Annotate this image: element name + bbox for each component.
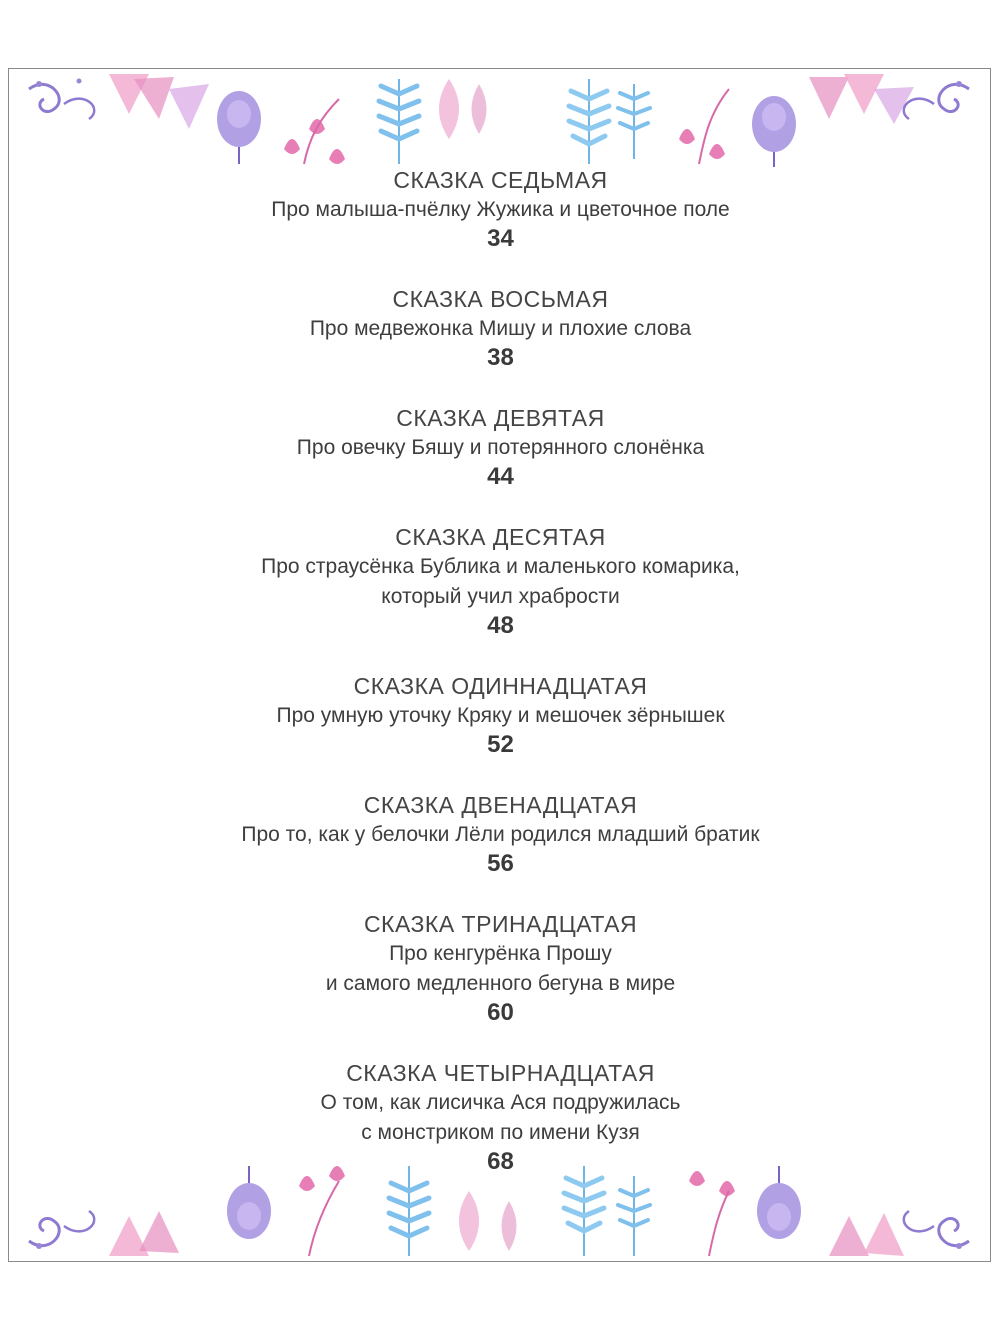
floral-ornament-icon [29, 1166, 969, 1256]
book-page [8, 68, 991, 1262]
entry-description: Про овечку Бяшу и потерянного слонёнка [296, 436, 705, 459]
entry-heading: СКАЗКА ОДИННАДЦАТАЯ [353, 673, 648, 699]
toc-entry [9, 165, 991, 253]
entry-page-number: 68 [487, 1148, 514, 1175]
floral-border-bottom [9, 1161, 990, 1261]
entry-description: который учил храбрости [381, 585, 620, 608]
entry-page-number: 44 [487, 463, 514, 490]
entry-heading: СКАЗКА ТРИНАДЦАТАЯ [363, 911, 638, 937]
toc-entry [9, 1058, 991, 1176]
toc-entry [9, 909, 991, 1027]
entry-description: Про умную уточку Кряку и мешочек зёрнышек [276, 704, 725, 727]
toc-entry [9, 790, 991, 878]
entry-heading: СКАЗКА ДВЕНАДЦАТАЯ [363, 792, 638, 818]
floral-border-top [9, 69, 990, 169]
entry-heading: СКАЗКА ЧЕТЫРНАДЦАТАЯ [346, 1060, 655, 1086]
entry-page-number: 48 [487, 612, 514, 639]
entry-page-number: 52 [487, 731, 514, 758]
entry-page-number: 60 [487, 999, 514, 1026]
toc-entry [9, 403, 991, 491]
entry-page-number: 34 [487, 225, 514, 252]
entry-description: Про кенгурёнка Прошу [389, 942, 612, 965]
entry-description: и самого медленного бегуна в мире [325, 972, 676, 995]
entry-description: Про страусёнка Бублика и маленького комарика, [261, 555, 740, 578]
entry-description: Про медвежонка Мишу и плохие слова [309, 317, 692, 340]
entry-heading: СКАЗКА СЕДЬМАЯ [393, 167, 608, 193]
floral-ornament-icon [29, 74, 969, 167]
entry-description: О том, как лисичка Ася подружилась [320, 1091, 681, 1114]
entry-description: с монстриком по имени Кузя [361, 1121, 640, 1144]
entry-heading: СКАЗКА ДЕВЯТАЯ [396, 405, 605, 431]
entry-description: Про то, как у белочки Лёли родился младший братик [241, 823, 760, 846]
entry-heading: СКАЗКА ВОСЬМАЯ [392, 286, 609, 312]
toc-entry [9, 522, 991, 640]
toc-entry [9, 671, 991, 759]
entry-description: Про малыша-пчёлку Жужика и цветочное поле [271, 198, 730, 221]
table-of-contents [9, 165, 991, 1176]
entry-page-number: 56 [487, 850, 514, 877]
entry-page-number: 38 [487, 344, 514, 371]
entry-heading: СКАЗКА ДЕСЯТАЯ [395, 524, 606, 550]
toc-entry [9, 284, 991, 372]
